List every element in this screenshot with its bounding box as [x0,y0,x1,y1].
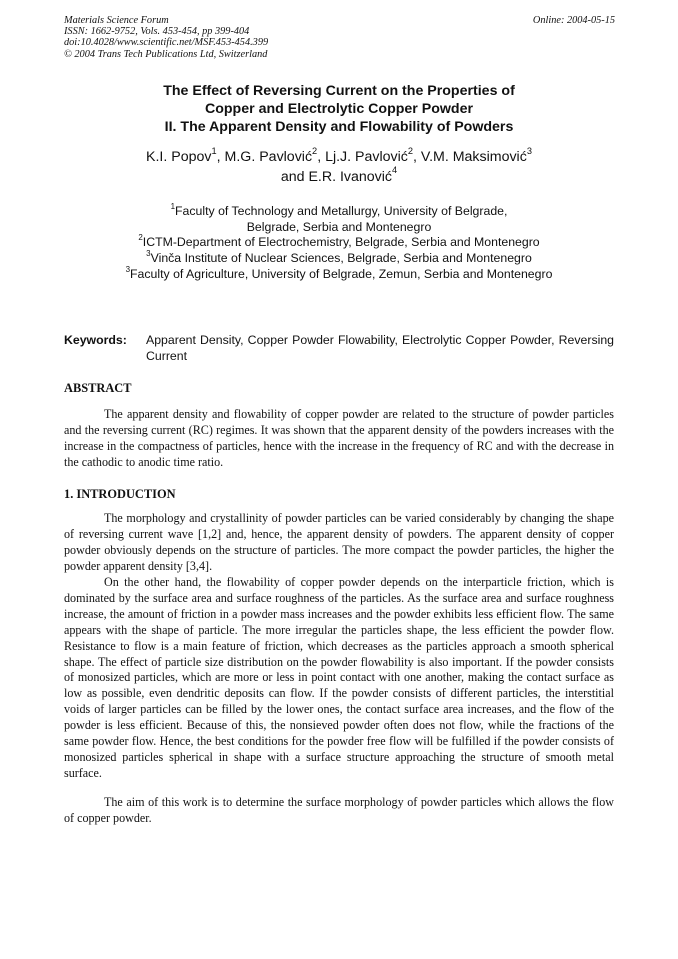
author-affil-sup: 4 [392,165,398,176]
title-line-2: Copper and Electrolytic Copper Powder [204,101,474,118]
abstract-heading: ABSTRACT [64,381,132,395]
affil-text: Faculty of Agriculture, University of Belgrade, Zemun, Serbia and Montenegro [130,266,553,281]
author-name: K.I. Popov [146,149,212,165]
affil-sup: 1 [170,201,176,211]
author-conjunction: and [280,168,309,185]
keywords-label: Keywords: [64,333,127,347]
author-name: E.R. Ivanović [308,168,393,185]
journal-header [64,15,268,60]
affiliation-1 [64,201,614,220]
author-affil-sup: 1 [211,145,217,156]
affil-sup: 3 [146,248,151,258]
online-date: Online: 2004-05-15 [532,15,615,26]
author-separator: , [317,149,326,165]
author-separator: , [216,149,225,165]
author-affil-sup: 2 [407,145,414,156]
introduction-heading: 1. INTRODUCTION [64,487,176,501]
copyright-line: © 2004 Trans Tech Publications Ltd, Switzerland [64,48,268,60]
keywords-text: Apparent Density, Copper Powder Flowability, Electrolytic Copper Powder, Reversing Current [146,333,614,363]
affil-sup: 3 [125,264,131,274]
issn-line: ISSN: 1662-9752, Vols. 453-454, pp 399-404 [64,26,250,38]
authors-line-1 [64,145,614,168]
affiliation-3 [64,248,614,267]
journal-name: Materials Science Forum [64,15,169,26]
author-list [64,145,614,187]
abstract-text: The apparent density and flowability of copper powder are related to the structure of powder particles and the reversing current (RC) regimes. It was shown that the apparent density of the powders increases with the increase in the compactness of particles, hence with the increase in the frequency of RC and with the decrease in the cathodic to anodic time ratio. [64,407,614,469]
affiliation-4 [64,264,614,283]
title-line-3: II. The Apparent Density and Flowability of Powders [164,119,514,136]
affil-sup: 2 [138,233,143,243]
affil-text: Vinča Institute of Nuclear Sciences, Belgrade, Serbia and Montenegro [150,251,532,266]
author-name: V.M. Maksimović [420,149,527,165]
affiliation-1-cont: Belgrade, Serbia and Montenegro [246,219,432,234]
paper-title [64,82,614,137]
author-affil-sup: 2 [312,145,318,156]
intro-paragraph-3: The aim of this work is to determine the surface morphology of powder particles which allows the flow of copper powder. [64,795,614,825]
affil-text: Faculty of Technology and Metallurgy, University of Belgrade, [175,204,508,218]
author-affil-sup: 3 [526,145,532,156]
intro-paragraph-1: The morphology and crystallinity of powder particles can be varied considerably by changing the shape of reversing current wave [1,2] and, hence, the apparent density of powders. The apparent density of copper powder obviously depends on the structure of particles. The more compact the powder particles, the higher the powder apparent density [3,4]. [64,511,614,573]
affil-text: ICTM-Department of Electrochemistry, Belgrade, Serbia and Montenegro [142,235,540,250]
title-line-1: The Effect of Reversing Current on the Properties of [163,83,515,99]
author-separator: , [413,149,421,165]
doi-line[interactable]: doi:10.4028/www.scientific.net/MSF.453-454.399 [64,37,269,49]
author-name: Lj.J. Pavlović [325,149,408,165]
authors-line-2 [64,165,614,188]
affiliation-list [64,201,614,283]
author-name: M.G. Pavlović [224,149,313,165]
intro-paragraph-2: On the other hand, the flowability of copper powder depends on the interparticle friction, which is dominated by the surface area and surface roughness of the particles. As the surface area and surface roughness increase, the amount of friction in a powder mass increases and the powder exhibits less efficient flow. The same appears with the shape of particle. The more irregular the particles shape, the less efficient the powder flow. Resistance to flow is a main feature of friction, which decreases as the particles approach a smooth spherical shape. The effect of particle size distribution on the powder flowability is also important. If the powder consists of monosized particles, which are more or less in point contact with one another, making the contact surface as low as possible, even dendritic deposits can flow. If the powder consists of different particles, the interstitial voids of larger particles can be filled by the lower ones, the contact surface area increases, and the flow of the powder is less efficient. Because of this, the nonsieved powder often does not flow, while the fractions of the same powder flow. Hence, the best conditions for the powder free flow will be fulfilled if the powder consists of monosized particles spherical in shape with a surface structure approaching the structure of smooth metal surface. [64,575,614,780]
